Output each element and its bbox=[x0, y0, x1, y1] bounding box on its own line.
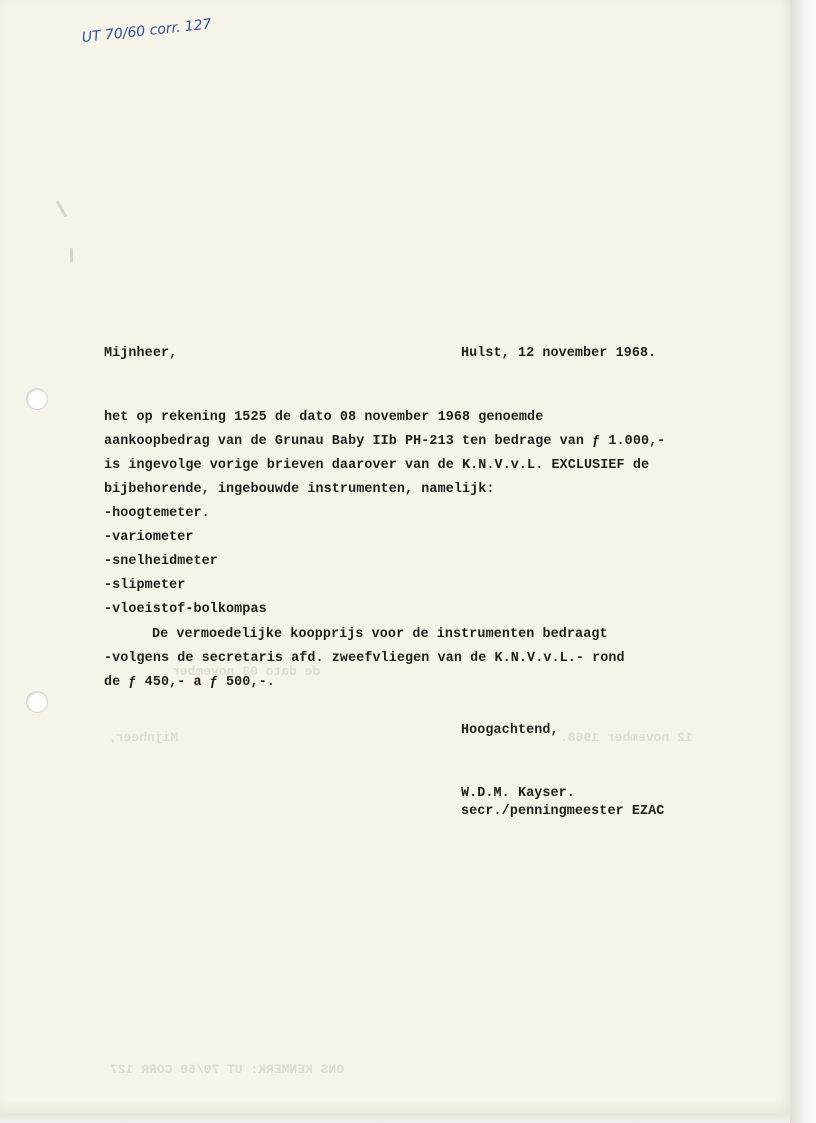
punch-hole-top bbox=[27, 389, 47, 409]
place-date: Hulst, 12 november 1968. bbox=[461, 346, 657, 361]
signatory-title: secr./penningmeester EZAC bbox=[461, 804, 665, 819]
handwritten-note: UT 70/60 corr. 127 bbox=[81, 16, 213, 46]
body-line: het op rekening 1525 de dato 08 november 1968 genoemde bbox=[104, 410, 544, 425]
page-edge bbox=[790, 0, 816, 1123]
price-line: De vermoedelijke koopprijs voor de instrumenten bedraagt bbox=[152, 627, 608, 642]
punch-hole-bottom bbox=[27, 692, 47, 712]
body-line: bijbehorende, ingebouwde instrumenten, namelijk: bbox=[104, 482, 495, 497]
paper-mark bbox=[70, 248, 73, 262]
page-bottom-edge bbox=[0, 1113, 790, 1123]
instrument-item: -variometer bbox=[104, 530, 194, 545]
bleed-through-text: ONS KENMERK: UT 70/60 CORR 127 bbox=[110, 1062, 345, 1077]
instrument-item: -slipmeter bbox=[104, 578, 186, 593]
bleed-through-text: 12 november 1968. bbox=[560, 730, 693, 745]
instrument-item: -snelheidmeter bbox=[104, 554, 218, 569]
instrument-item: -vloeistof-bolkompas bbox=[104, 602, 267, 617]
signatory-name: W.D.M. Kayser. bbox=[461, 786, 575, 801]
salutation: Mijnheer, bbox=[104, 346, 178, 361]
price-line: de ƒ 450,- a ƒ 500,-. bbox=[104, 675, 275, 690]
closing: Hoogachtend, bbox=[461, 723, 559, 738]
bleed-through-text: Mijnheer, bbox=[108, 730, 179, 745]
price-line: -volgens de secretaris afd. zweefvliegen van de K.N.V.v.L.- rond bbox=[104, 651, 625, 666]
bleed-through-text: de dato 08 november bbox=[172, 664, 321, 679]
body-line: aankoopbedrag van de Grunau Baby IIb PH-213 ten bedrage van ƒ 1.000,- bbox=[104, 434, 666, 449]
body-line: is ingevolge vorige brieven daarover van de K.N.V.v.L. EXCLUSIEF de bbox=[104, 458, 650, 473]
instrument-item: -hoogtemeter. bbox=[104, 506, 210, 521]
